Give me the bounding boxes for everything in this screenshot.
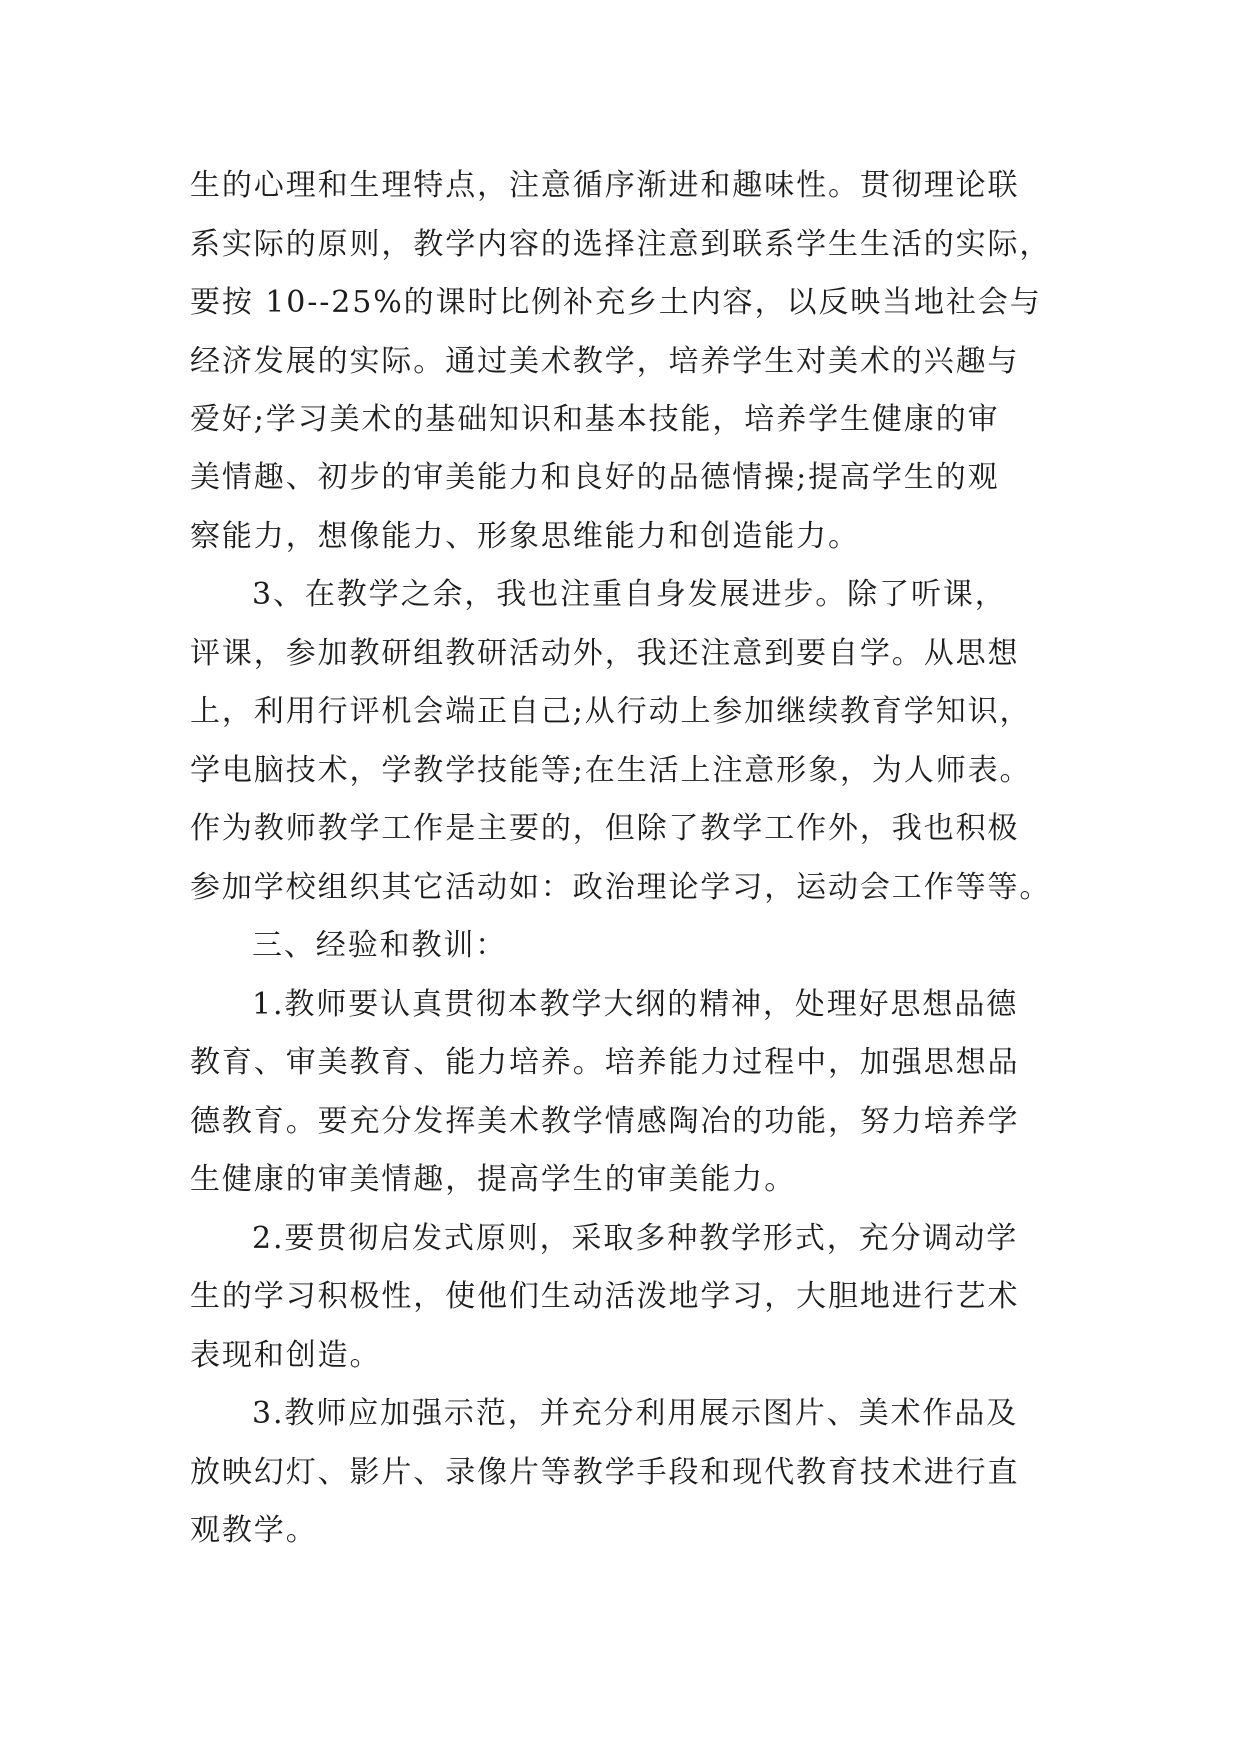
text-line: 2.要贯彻启发式原则，采取多种教学形式，充分调动学: [252, 1221, 1019, 1256]
text-line: 生的学习积极性，使他们生动活泼地学习，大胆地进行艺术: [190, 1279, 1020, 1314]
text-line: 参加学校组织其它活动如：政治理论学习，运动会工作等等。: [190, 870, 1052, 905]
text-line: 德教育。要充分发挥美术教学情感陶冶的功能，努力培养学: [190, 1104, 1020, 1139]
text-line: 教育、审美教育、能力培养。培养能力过程中，加强思想品: [190, 1045, 1020, 1080]
text-line: 经济发展的实际。通过美术教学，培养学生对美术的兴趣与: [190, 344, 1020, 379]
text-line: 美情趣、初步的审美能力和良好的品德情操;提高学生的观: [190, 460, 1000, 495]
text-line: 观教学。: [190, 1513, 318, 1548]
text-line: 放映幻灯、影片、录像片等教学手段和现代教育技术进行直: [190, 1455, 1020, 1490]
text-line: 表现和创造。: [190, 1338, 382, 1373]
section-heading: 三、经验和教训：: [252, 928, 508, 963]
text-line: 上，利用行评机会端正自己;从行动上参加继续教育学知识，: [190, 694, 1032, 729]
text-line: 3.教师应加强示范，并充分利用展示图片、美术作品及: [252, 1396, 1019, 1431]
text-line: 1.教师要认真贯彻本教学大纲的精神，处理好思想品德: [252, 987, 1019, 1022]
text-line: 学电脑技术，学教学技能等;在生活上注意形象，为人师表。: [190, 753, 1032, 788]
text-line: 生的心理和生理特点，注意循序渐进和趣味性。贯彻理论联: [190, 168, 1020, 203]
text-line: 爱好;学习美术的基础知识和基本技能，培养学生健康的审: [190, 402, 1000, 437]
text-line: 3、在教学之余，我也注重自身发展进步。除了听课，: [252, 577, 1007, 612]
text-line: 要按 10--25%的课时比例补充乡土内容，以反映当地社会与: [190, 285, 1042, 320]
text-line: 评课，参加教研组教研活动外，我还注意到要自学。从思想: [190, 636, 1020, 671]
text-line: 生健康的审美情趣，提高学生的审美能力。: [190, 1162, 797, 1197]
text-line: 作为教师教学工作是主要的，但除了教学工作外，我也积极: [190, 811, 1020, 846]
text-line: 系实际的原则，教学内容的选择注意到联系学生生活的实际，: [190, 227, 1052, 262]
text-line: 察能力，想像能力、形象思维能力和创造能力。: [190, 519, 860, 554]
